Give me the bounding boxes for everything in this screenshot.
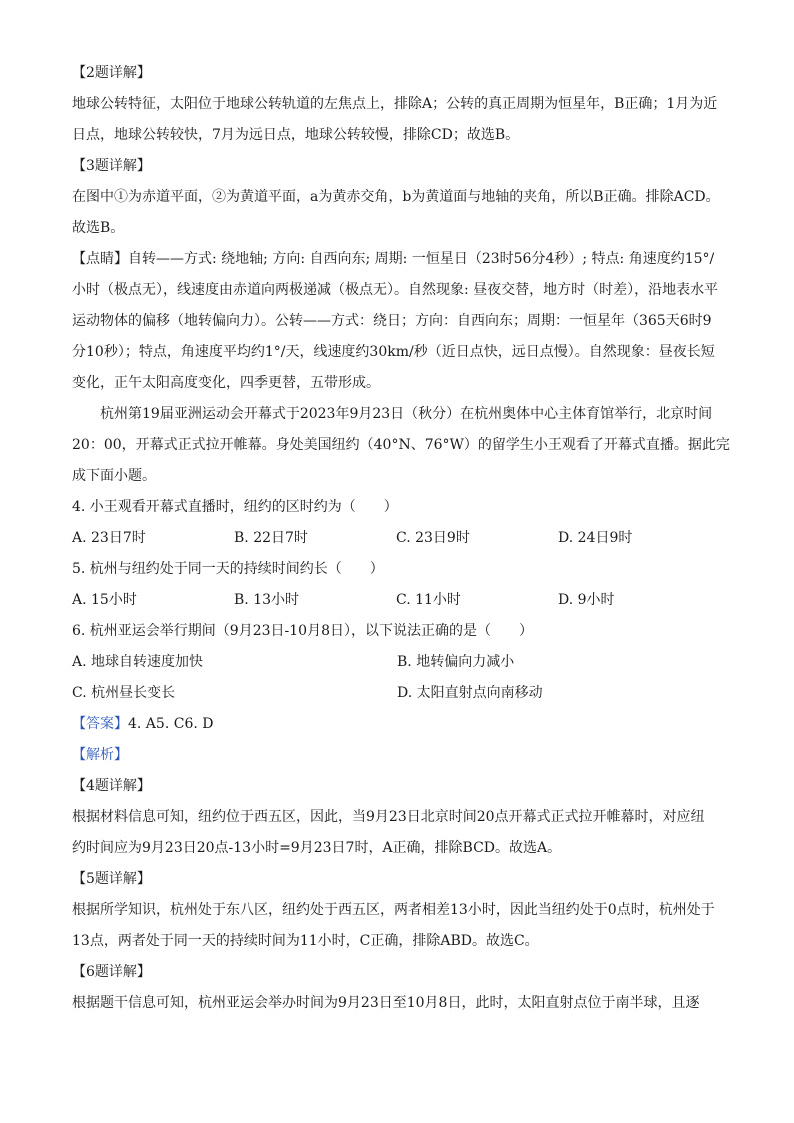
material-line-2: 20：00，开幕式正式拉开帷幕。身处美国纽约（40°N、76°W）的留学生小王观看了开幕式直播。据此完 (72, 437, 730, 453)
q4-option-b: B. 22日7时 (234, 530, 308, 546)
material-line-1: 杭州第19届亚洲运动会开幕式于2023年9月23日（秋分）在杭州奥体中心主体育馆举行，北京时间 (100, 406, 713, 422)
q5-option-d: D. 9小时 (558, 592, 615, 608)
q4-option-d: D. 24日9时 (558, 530, 633, 546)
tip-text: 自转——方式: 绕地轴; 方向: 自西向东; 周期: 一恒星日（23时56分4秒）; 特点: 角速度约15°/ (128, 251, 715, 267)
answer-label: 【答案】 (72, 716, 128, 732)
q3-text-line-1: 在图中①为赤道平面，②为黄道平面，a为黄赤交角，b为黄道面与地轴的夹角，所以B正确。排除ACD。 (72, 189, 720, 205)
q6-option-a: A. 地球自转速度加快 (72, 654, 204, 670)
answer-text: 4. A5. C6. D (128, 716, 214, 732)
q6-stem: 6. 杭州亚运会举行期间（9月23日-10月8日），以下说法正确的是（ ） (72, 623, 533, 639)
q6-option-b: B. 地转偏向力减小 (397, 654, 515, 670)
q3-text-line-2: 故选B。 (72, 220, 125, 236)
q5-option-c: C. 11小时 (396, 592, 461, 608)
tip-line-5: 变化，正午太阳高度变化，四季更替，五带形成。 (72, 375, 380, 391)
q5-heading: 【5题详解】 (72, 871, 151, 887)
q2-text-line-2: 日点，地球公转较快，7月为远日点，地球公转较慢，排除CD；故选B。 (72, 127, 520, 143)
material-line-3: 成下面小题。 (72, 468, 156, 484)
q4-option-c: C. 23日9时 (396, 530, 470, 546)
q4-stem: 4. 小王观看开幕式直播时，纽约的区时约为（ ） (72, 499, 398, 515)
q5-options (72, 585, 722, 616)
q6-text-line-1: 根据题干信息可知，杭州亚运会举办时间为9月23日至10月8日，此时，太阳直射点位于南半球，且逐 (72, 995, 700, 1011)
q4-text-line-1: 根据材料信息可知，纽约位于西五区，因此，当9月23日北京时间20点开幕式正式拉开帷幕时，对应纽 (72, 809, 705, 825)
tip-label: 【点睛】 (72, 251, 128, 267)
q5-option-a: A. 15小时 (72, 592, 137, 608)
q6-option-c: C. 杭州昼长变长 (72, 685, 176, 701)
q6-options-row-1 (72, 647, 722, 678)
tip-line-4: 分10秒）；特点，角速度平均约1°/天，线速度约30km/秒（近日点快，远日点慢）。自然现象：昼夜长短 (72, 344, 715, 360)
q6-options-row-2 (72, 678, 722, 709)
tip-line-1 (72, 244, 722, 275)
tip-line-3: 运动物体的偏移（地转偏向力）。公转——方式：绕日；方向：自西向东；周期：一恒星年（365天6时9 (72, 313, 712, 329)
q4-heading: 【4题详解】 (72, 778, 151, 794)
answer-line (72, 709, 722, 740)
q5-text-line-1: 根据所学知识，杭州处于东八区，纽约处于西五区，两者相差13小时，因此当纽约处于0点时，杭州处于 (72, 902, 715, 918)
q3-heading: 【3题详解】 (72, 158, 151, 174)
q4-options (72, 523, 722, 554)
q5-text-line-2: 13点，两者处于同一天的持续时间为11小时，C正确，排除ABD。故选C。 (72, 933, 539, 949)
q4-text-line-2: 约时间应为9月23日20点-13小时=9月23日7时，A正确，排除BCD。故选A。 (72, 840, 562, 856)
q4-option-a: A. 23日7时 (72, 530, 146, 546)
q6-option-d: D. 太阳直射点向南移动 (397, 685, 543, 701)
q5-stem: 5. 杭州与纽约处于同一天的持续时间约长（ ） (72, 561, 384, 577)
q2-text-line-1: 地球公转特征，太阳位于地球公转轨道的左焦点上，排除A；公转的真正周期为恒星年，B正确；1月为近 (72, 96, 718, 112)
tip-line-2: 小时（极点无），线速度由赤道向两极递减（极点无）。自然现象: 昼夜交替，地方时（时差），沿地表水平 (72, 282, 719, 298)
document-page (72, 58, 730, 1019)
analysis-label: 【解析】 (72, 747, 128, 763)
q5-option-b: B. 13小时 (234, 592, 300, 608)
q6-heading: 【6题详解】 (72, 964, 151, 980)
q2-heading: 【2题详解】 (72, 65, 151, 81)
